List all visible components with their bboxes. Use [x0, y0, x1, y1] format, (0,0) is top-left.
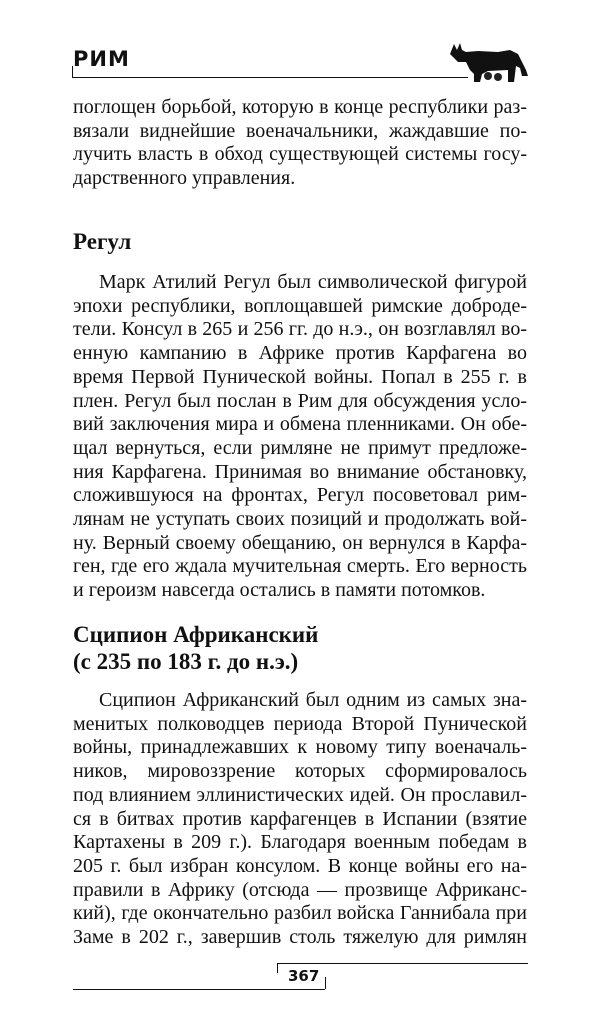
text-line: поглощен борьбой, которую в конце республики раз- — [73, 96, 527, 118]
text-line: Марк Атилий Регул был символической фигурой — [99, 271, 527, 293]
text-line: лучить власть в обход существующей системы госу- — [73, 143, 527, 165]
text-line: менитых полководцев периода Второй Пунической — [73, 713, 527, 735]
footer-tick-right — [325, 977, 326, 989]
header-rule — [72, 77, 468, 78]
text-line: дарственного управления. — [73, 167, 296, 189]
text-line: под влиянием эллинистических идей. Он прославил- — [73, 784, 527, 806]
text-line: вий заключения мира и обмена пленниками. Он обе- — [73, 413, 527, 435]
text-line: щал вернуться, если римляне не примут предложе- — [73, 437, 527, 459]
text-line: правили в Африку (отсюда — прозвище Африканс- — [73, 879, 527, 901]
section-heading-scipio: Сципион Африканский — [73, 622, 319, 647]
section-heading-scipio-dates: (с 235 по 183 г. до н.э.) — [73, 649, 299, 674]
text-line: Сципион Африканский был одним из самых зна- — [99, 689, 527, 711]
text-line: кий), где окончательно разбил войска Ганнибала при — [73, 902, 527, 924]
text-line: плен. Регул был послан в Рим для обсуждения усло- — [73, 390, 527, 412]
text-line: ников, мировоззрение которых сформировалось — [73, 760, 527, 782]
text-line: Заме в 202 г., завершив столь тяжелую для римлян — [73, 926, 527, 948]
text-line: Картахены в 209 г.). Благодаря военным победам в — [73, 831, 527, 853]
footer-tick-left — [277, 963, 278, 973]
text-line: ген, где его ждала мучительная смерть. Его верность — [73, 555, 527, 577]
text-line: енную кампанию в Африке против Карфагена во — [73, 342, 527, 364]
text-line: вязали виднейшие военачальники, жаждавшие по- — [73, 120, 527, 142]
text-line: войны, принадлежавших к новому типу военачаль- — [73, 736, 527, 758]
text-line: и героизм навсегда остались в памяти потомков. — [73, 579, 486, 601]
text-line: ния Карфагена. Принимая во внимание обстановку, — [73, 461, 527, 483]
text-line: время Первой Пунической войны. Попал в 255 г. в — [73, 366, 527, 388]
text-line: тели. Консул в 265 и 256 гг. до н.э., он возглавлял во- — [73, 318, 527, 340]
running-header: РИМ — [73, 47, 130, 71]
text-line: 205 г. был избран консулом. В конце войны его на- — [73, 855, 527, 877]
capitoline-wolf-icon — [448, 40, 530, 84]
text-line: лянам не уступать своих позиций и продолжать вой- — [73, 508, 527, 530]
footer-rule-left — [73, 989, 325, 990]
text-line: эпохи республики, воплощавшей римские доброде- — [73, 295, 527, 317]
text-line: сложившуюся на фронтах, Регул посоветовал рим- — [73, 484, 527, 506]
page-number: 367 — [288, 967, 320, 985]
footer-rule-right — [278, 963, 528, 964]
text-line: ну. Верный своему обещанию, он вернулся в Карфа- — [73, 532, 527, 554]
section-heading-regulus: Регул — [73, 229, 132, 254]
text-line: ся в битвах против карфагенцев в Испании (взятие — [73, 808, 527, 830]
